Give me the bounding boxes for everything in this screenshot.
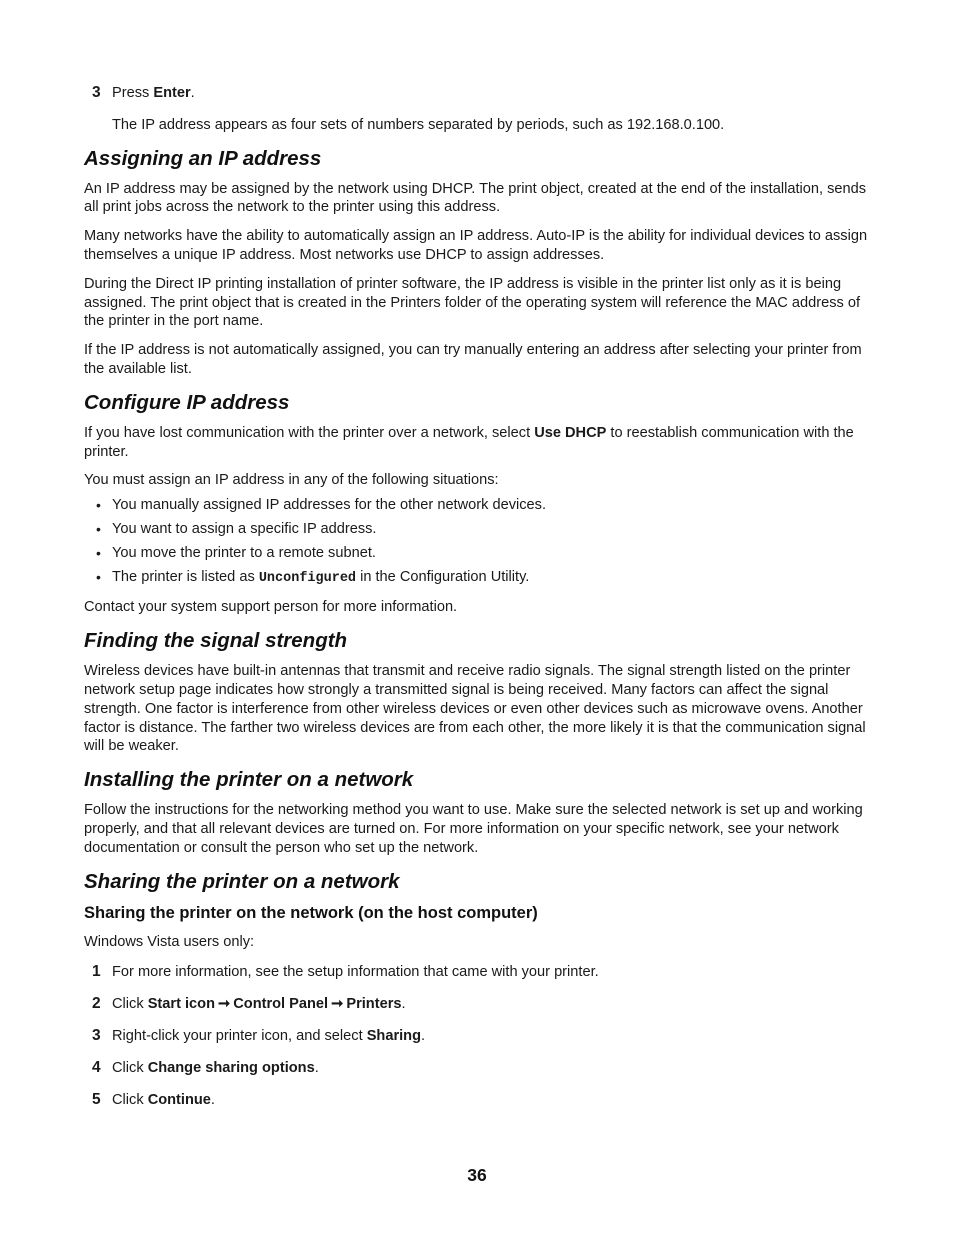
list-item-text: You want to assign a specific IP address. xyxy=(112,520,377,537)
text: If you have lost communication with the printer over a network, select xyxy=(84,424,535,441)
step-bold: Start icon xyxy=(147,996,215,1013)
step-number: 1 xyxy=(92,963,101,981)
step-bold: Continue xyxy=(147,1091,211,1108)
intro-note: The IP address appears as four sets of numbers separated by periods, such as 192.168.0.100. xyxy=(112,116,725,133)
list-item-text: You manually assigned IP addresses for the other network devices. xyxy=(112,497,547,514)
arrow-right-icon: ➞ xyxy=(218,996,231,1013)
bold-text: Use DHCP xyxy=(534,424,607,441)
text: to reestablish communication with the printer. xyxy=(84,424,854,460)
step-bold: Enter xyxy=(153,85,191,101)
list-item-text: in the Configuration Utility. xyxy=(356,568,530,585)
list-item xyxy=(84,520,872,539)
list-item-text: You move the printer to a remote subnet. xyxy=(112,544,376,561)
configure-paragraph-2: You must assign an IP address in any of the following situations: xyxy=(84,472,499,489)
step-end: . xyxy=(421,1027,426,1044)
heading-signal: Finding the signal strength xyxy=(84,629,348,653)
step-number: 2 xyxy=(92,995,101,1013)
sharing-paragraph-1: Windows Vista users only: xyxy=(84,933,255,950)
intro-step-3 xyxy=(84,84,872,103)
bullet-icon: • xyxy=(96,544,101,561)
assigning-paragraph-3: During the Direct IP printing installation of printer software, the IP address is visible in the printer list only as it is being assigned. The print object that is created in the Printers folder of the operating system will reference the MAC address of the printer in the port name. xyxy=(84,275,861,330)
configure-paragraph-1 xyxy=(84,424,872,462)
bullet-icon: • xyxy=(96,497,101,514)
step-end: . xyxy=(210,1091,215,1108)
step-number: 3 xyxy=(92,84,101,101)
sharing-step-2 xyxy=(84,995,872,1014)
signal-paragraph-1: Wireless devices have built-in antennas that transmit and receive radio signals. The signal strength listed on the printer network setup page indicates how strongly a transmitted signal is being received. Many factors can affect the signal strength. One factor is interference from other wireless devices or even other devices such as microwave ovens. Another factor is distance. The farther two wireless devices are from each other, the more likely it is that the communication signal will be weaker. xyxy=(84,663,866,755)
heading-installing: Installing the printer on a network xyxy=(84,768,414,792)
heading-sharing: Sharing the printer on a network xyxy=(84,869,400,893)
bullet-icon: • xyxy=(96,568,101,585)
list-item-text: The printer is listed as xyxy=(112,568,259,585)
step-bold: Change sharing options xyxy=(147,1059,315,1076)
sharing-step-1 xyxy=(84,963,872,982)
heading-assigning: Assigning an IP address xyxy=(84,146,322,170)
step-number: 5 xyxy=(92,1090,101,1108)
assigning-paragraph-1: An IP address may be assigned by the network using DHCP. The print object, created at the end of the installation, sends all print jobs across the network to the printer using this address. xyxy=(84,180,867,216)
step-text: Right-click your printer icon, and select xyxy=(112,1027,367,1044)
step-text: Click xyxy=(112,1059,148,1076)
bullet-icon: • xyxy=(96,520,101,537)
document-page xyxy=(84,84,872,1122)
step-number: 4 xyxy=(92,1058,101,1076)
list-item xyxy=(84,568,872,589)
arrow-right-icon: ➞ xyxy=(331,996,344,1013)
installing-paragraph-1: Follow the instructions for the networking method you want to use. Make sure the selected network is set up and working properly, and that all relevant devices are turned on. For more information on your specific network, see your network documentation or consult the person who set up the network. xyxy=(84,802,863,856)
step-end: . xyxy=(190,85,195,101)
step-text: Click xyxy=(112,996,148,1013)
configure-paragraph-3: Contact your system support person for more information. xyxy=(84,599,458,616)
list-item xyxy=(84,496,872,515)
assigning-paragraph-2: Many networks have the ability to automatically assign an IP address. Auto-IP is the ability for individual devices to assign themselves a unique IP address. Most networks use DHCP to assign addresses. xyxy=(84,228,868,263)
step-end: . xyxy=(401,996,406,1013)
page-number: 36 xyxy=(467,1165,487,1185)
step-bold: Printers xyxy=(346,996,402,1013)
sharing-step-5 xyxy=(84,1091,872,1110)
assigning-paragraph-4: If the IP address is not automatically assigned, you can try manually entering an address after selecting your printer from the available list. xyxy=(84,342,862,377)
subheading-sharing-host: Sharing the printer on the network (on the host computer) xyxy=(84,903,538,922)
sharing-step-3 xyxy=(84,1027,872,1046)
code-text: Unconfigured xyxy=(258,570,357,586)
step-end: . xyxy=(314,1059,319,1076)
step-bold: Control Panel xyxy=(233,996,329,1013)
step-number: 3 xyxy=(92,1026,101,1044)
step-text: Click xyxy=(112,1091,148,1108)
step-text: For more information, see the setup information that came with your printer. xyxy=(112,964,599,981)
configure-bullet-list xyxy=(84,496,872,588)
step-bold: Sharing xyxy=(366,1027,422,1044)
heading-configure: Configure IP address xyxy=(84,390,290,414)
list-item xyxy=(84,544,872,563)
sharing-step-4 xyxy=(84,1059,872,1078)
step-text: Press xyxy=(112,85,154,101)
